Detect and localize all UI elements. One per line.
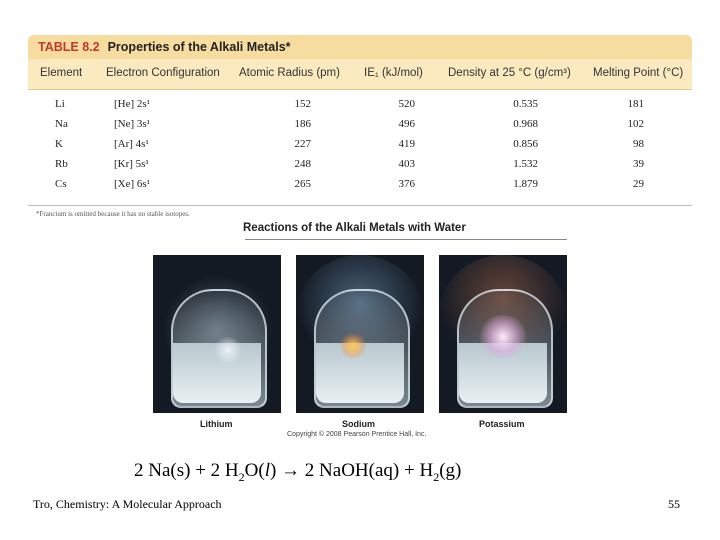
cell-element: Na — [55, 118, 68, 130]
lithium-reaction-photo — [153, 255, 281, 413]
equation-liquid-state: l — [264, 460, 270, 481]
cell-radius: 248 — [294, 158, 311, 170]
header-electron-configuration: Electron Configuration — [106, 67, 220, 79]
table-body — [28, 90, 692, 200]
cell-radius: 227 — [294, 138, 311, 150]
table-row — [28, 176, 692, 196]
table-number: TABLE 8.2 — [38, 40, 100, 54]
header-melting-point: Melting Point (°C) — [593, 67, 684, 79]
label-lithium: Lithium — [200, 419, 233, 429]
footer-source: Tro, Chemistry: A Molecular Approach — [33, 497, 222, 511]
cell-ie: 496 — [398, 118, 415, 130]
table-row — [28, 96, 692, 116]
table-bottom-rule — [28, 205, 692, 206]
cell-ie: 419 — [398, 138, 415, 150]
reactions-title: Reactions of the Alkali Metals with Water — [243, 222, 466, 234]
header-density: Density at 25 °C (g/cm³) — [448, 67, 571, 79]
cell-density: 0.968 — [513, 118, 538, 130]
table-row — [28, 136, 692, 156]
properties-table — [28, 35, 692, 200]
table-title: Properties of the Alkali Metals* — [107, 40, 291, 54]
sodium-reaction-photo — [296, 255, 424, 413]
equation-part: O( — [244, 460, 265, 481]
cell-config: [He] 2s¹ — [114, 98, 150, 110]
cell-config: [Ar] 4s¹ — [114, 138, 149, 150]
cell-melting-point: 102 — [627, 118, 644, 130]
cell-melting-point: 39 — [633, 158, 644, 170]
potassium-reaction-photo — [439, 255, 567, 413]
cell-element: K — [55, 138, 63, 150]
cell-ie: 376 — [398, 178, 415, 190]
equation-part: ) → 2 NaOH(aq) + H — [269, 460, 434, 481]
label-sodium: Sodium — [342, 419, 375, 429]
header-atomic-radius: Atomic Radius (pm) — [239, 67, 340, 79]
cell-ie: 403 — [398, 158, 415, 170]
cell-radius: 186 — [294, 118, 311, 130]
header-element: Element — [40, 67, 83, 79]
cell-melting-point: 181 — [627, 98, 644, 110]
cell-config: [Ne] 3s¹ — [114, 118, 150, 130]
table-title-bar — [28, 35, 692, 59]
cell-melting-point: 98 — [633, 138, 644, 150]
cell-density: 0.535 — [513, 98, 538, 110]
cell-density: 1.532 — [513, 158, 538, 170]
cell-element: Rb — [55, 158, 68, 170]
table-footnote: *Francium is omitted because it has no stable isotopes. — [36, 210, 190, 218]
cell-melting-point: 29 — [633, 178, 644, 190]
cell-density: 1.879 — [513, 178, 538, 190]
cell-radius: 152 — [294, 98, 311, 110]
chemical-equation — [134, 460, 461, 485]
equation-subscript: 2 — [433, 469, 440, 484]
cell-config: [Kr] 5s¹ — [114, 158, 149, 170]
cell-element: Li — [55, 98, 65, 110]
cell-element: Cs — [55, 178, 67, 190]
equation-part: 2 Na(s) + 2 H — [134, 460, 239, 481]
equation-part: (g) — [439, 460, 462, 481]
cell-config: [Xe] 6s¹ — [114, 178, 150, 190]
cell-radius: 265 — [294, 178, 311, 190]
reactions-divider — [245, 239, 567, 240]
cell-density: 0.856 — [513, 138, 538, 150]
table-row — [28, 116, 692, 136]
label-potassium: Potassium — [479, 419, 525, 429]
header-ionization-energy: IE₁ (kJ/mol) — [364, 67, 423, 79]
copyright-notice: Copyright © 2008 Pearson Prentice Hall, Inc. — [287, 431, 427, 438]
page-number: 55 — [668, 497, 680, 511]
equation-subscript: 2 — [238, 469, 245, 484]
table-row — [28, 156, 692, 176]
table-header-row — [28, 59, 692, 90]
cell-ie: 520 — [398, 98, 415, 110]
